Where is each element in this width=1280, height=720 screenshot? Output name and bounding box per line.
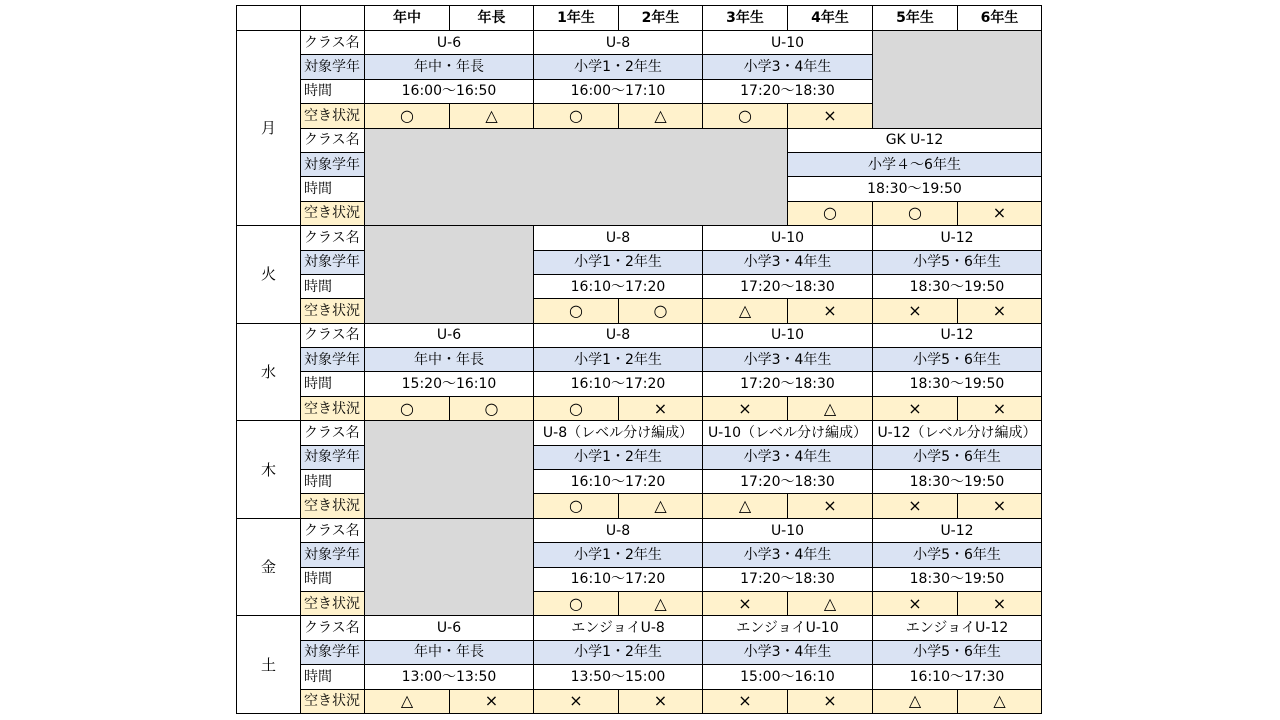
grade-header: 年長 bbox=[450, 6, 534, 31]
class-name-cell: U-10 bbox=[703, 226, 873, 250]
schedule-row bbox=[237, 274, 1042, 298]
availability-mark: × bbox=[703, 689, 788, 713]
time-cell: 16:10～17:30 bbox=[873, 665, 1042, 689]
availability-mark: × bbox=[788, 689, 873, 713]
schedule-row bbox=[237, 470, 1042, 494]
target-grade-cell: 年中・年長 bbox=[365, 348, 534, 372]
class-name-cell: U-8 bbox=[534, 323, 703, 347]
row-label: 空き状況 bbox=[301, 689, 365, 713]
time-cell: 16:00～16:50 bbox=[365, 79, 534, 103]
availability-mark: △ bbox=[788, 591, 873, 615]
target-grade-cell: 年中・年長 bbox=[365, 55, 534, 79]
availability-mark: × bbox=[703, 591, 788, 615]
row-label: クラス名 bbox=[301, 616, 365, 640]
time-cell: 13:50～15:00 bbox=[534, 665, 703, 689]
schedule-row bbox=[237, 250, 1042, 274]
class-name-cell: U-12 bbox=[873, 226, 1042, 250]
availability-mark: ○ bbox=[534, 104, 619, 128]
schedule-body bbox=[237, 31, 1042, 714]
availability-mark: △ bbox=[958, 689, 1042, 713]
availability-mark: × bbox=[873, 299, 958, 323]
row-label: クラス名 bbox=[301, 421, 365, 445]
row-label: 対象学年 bbox=[301, 445, 365, 469]
availability-mark: × bbox=[703, 396, 788, 420]
row-label: 対象学年 bbox=[301, 543, 365, 567]
corner-cell bbox=[301, 6, 365, 31]
time-cell: 17:20～18:30 bbox=[703, 567, 873, 591]
class-name-cell: エンジョイU-8 bbox=[534, 616, 703, 640]
empty-slot bbox=[873, 31, 1042, 129]
row-label: 空き状況 bbox=[301, 591, 365, 615]
schedule-row bbox=[237, 640, 1042, 664]
availability-mark: △ bbox=[619, 591, 703, 615]
class-name-cell: U-6 bbox=[365, 616, 534, 640]
row-label: 時間 bbox=[301, 274, 365, 298]
availability-mark: × bbox=[958, 299, 1042, 323]
day-label: 火 bbox=[237, 226, 301, 324]
row-label: 空き状況 bbox=[301, 201, 365, 225]
day-label: 水 bbox=[237, 323, 301, 421]
availability-mark: × bbox=[958, 201, 1042, 225]
class-name-cell: U-12 bbox=[873, 518, 1042, 542]
row-label: 時間 bbox=[301, 372, 365, 396]
time-cell: 15:00～16:10 bbox=[703, 665, 873, 689]
availability-mark: ○ bbox=[788, 201, 873, 225]
time-cell: 15:20～16:10 bbox=[365, 372, 534, 396]
schedule-row bbox=[237, 226, 1042, 250]
time-cell: 16:10～17:20 bbox=[534, 567, 703, 591]
availability-mark: × bbox=[450, 689, 534, 713]
target-grade-cell: 小学3・4年生 bbox=[703, 250, 873, 274]
target-grade-cell: 年中・年長 bbox=[365, 640, 534, 664]
time-cell: 17:20～18:30 bbox=[703, 470, 873, 494]
time-cell: 17:20～18:30 bbox=[703, 79, 873, 103]
class-name-cell: U-10 bbox=[703, 518, 873, 542]
class-name-cell: U-10 bbox=[703, 31, 873, 55]
target-grade-cell: 小学3・4年生 bbox=[703, 640, 873, 664]
time-cell: 18:30～19:50 bbox=[873, 470, 1042, 494]
schedule-row bbox=[237, 323, 1042, 347]
target-grade-cell: 小学3・4年生 bbox=[703, 543, 873, 567]
target-grade-cell: 小学5・6年生 bbox=[873, 543, 1042, 567]
time-cell: 17:20～18:30 bbox=[703, 372, 873, 396]
grade-header: 5年生 bbox=[873, 6, 958, 31]
schedule-row bbox=[237, 494, 1042, 518]
row-label: 空き状況 bbox=[301, 396, 365, 420]
schedule-row bbox=[237, 372, 1042, 396]
availability-mark: × bbox=[958, 494, 1042, 518]
empty-slot bbox=[365, 128, 788, 226]
day-label: 木 bbox=[237, 421, 301, 519]
target-grade-cell: 小学3・4年生 bbox=[703, 55, 873, 79]
target-grade-cell: 小学４～6年生 bbox=[788, 152, 1042, 176]
grade-header: 4年生 bbox=[788, 6, 873, 31]
availability-mark: △ bbox=[619, 104, 703, 128]
schedule-row bbox=[237, 445, 1042, 469]
target-grade-cell: 小学1・2年生 bbox=[534, 55, 703, 79]
schedule-row bbox=[237, 421, 1042, 445]
header-row bbox=[237, 6, 1042, 31]
availability-mark: ○ bbox=[534, 299, 619, 323]
row-label: クラス名 bbox=[301, 128, 365, 152]
row-label: 時間 bbox=[301, 470, 365, 494]
availability-mark: ○ bbox=[534, 591, 619, 615]
grade-header: 2年生 bbox=[619, 6, 703, 31]
availability-mark: △ bbox=[450, 104, 534, 128]
schedule-row bbox=[237, 665, 1042, 689]
time-cell: 18:30～19:50 bbox=[788, 177, 1042, 201]
availability-mark: △ bbox=[703, 494, 788, 518]
class-name-cell: U-12（レベル分け編成） bbox=[873, 421, 1042, 445]
target-grade-cell: 小学1・2年生 bbox=[534, 250, 703, 274]
class-name-cell: U-6 bbox=[365, 31, 534, 55]
target-grade-cell: 小学5・6年生 bbox=[873, 348, 1042, 372]
time-cell: 18:30～19:50 bbox=[873, 372, 1042, 396]
availability-mark: × bbox=[873, 591, 958, 615]
availability-mark: × bbox=[534, 689, 619, 713]
row-label: 対象学年 bbox=[301, 348, 365, 372]
time-cell: 16:10～17:20 bbox=[534, 470, 703, 494]
target-grade-cell: 小学5・6年生 bbox=[873, 640, 1042, 664]
class-name-cell: U-10（レベル分け編成） bbox=[703, 421, 873, 445]
availability-mark: △ bbox=[703, 299, 788, 323]
row-label: 空き状況 bbox=[301, 299, 365, 323]
schedule-row bbox=[237, 348, 1042, 372]
row-label: 空き状況 bbox=[301, 104, 365, 128]
time-cell: 16:10～17:20 bbox=[534, 372, 703, 396]
target-grade-cell: 小学5・6年生 bbox=[873, 250, 1042, 274]
empty-slot bbox=[365, 421, 534, 519]
availability-mark: × bbox=[788, 494, 873, 518]
time-cell: 18:30～19:50 bbox=[873, 274, 1042, 298]
row-label: クラス名 bbox=[301, 323, 365, 347]
class-schedule-table bbox=[236, 5, 1042, 714]
availability-mark: × bbox=[619, 396, 703, 420]
grade-header: 3年生 bbox=[703, 6, 788, 31]
availability-mark: × bbox=[873, 494, 958, 518]
schedule-row bbox=[237, 31, 1042, 55]
availability-mark: ○ bbox=[534, 494, 619, 518]
target-grade-cell: 小学1・2年生 bbox=[534, 543, 703, 567]
availability-mark: △ bbox=[873, 689, 958, 713]
row-label: 時間 bbox=[301, 79, 365, 103]
row-label: 対象学年 bbox=[301, 250, 365, 274]
schedule-row bbox=[237, 591, 1042, 615]
availability-mark: △ bbox=[619, 494, 703, 518]
day-label: 土 bbox=[237, 616, 301, 714]
availability-mark: × bbox=[619, 689, 703, 713]
availability-mark: ○ bbox=[619, 299, 703, 323]
row-label: 対象学年 bbox=[301, 152, 365, 176]
availability-mark: △ bbox=[365, 689, 450, 713]
row-label: クラス名 bbox=[301, 518, 365, 542]
time-cell: 17:20～18:30 bbox=[703, 274, 873, 298]
row-label: クラス名 bbox=[301, 31, 365, 55]
class-name-cell: エンジョイU-12 bbox=[873, 616, 1042, 640]
row-label: 時間 bbox=[301, 567, 365, 591]
availability-mark: ○ bbox=[365, 396, 450, 420]
target-grade-cell: 小学3・4年生 bbox=[703, 445, 873, 469]
empty-slot bbox=[365, 226, 534, 324]
grade-header: 年中 bbox=[365, 6, 450, 31]
row-label: 空き状況 bbox=[301, 494, 365, 518]
schedule-row bbox=[237, 518, 1042, 542]
class-name-cell: U-8（レベル分け編成） bbox=[534, 421, 703, 445]
target-grade-cell: 小学1・2年生 bbox=[534, 445, 703, 469]
class-name-cell: U-6 bbox=[365, 323, 534, 347]
day-label: 月 bbox=[237, 31, 301, 226]
schedule-row bbox=[237, 567, 1042, 591]
availability-mark: × bbox=[873, 396, 958, 420]
target-grade-cell: 小学1・2年生 bbox=[534, 640, 703, 664]
class-name-cell: U-10 bbox=[703, 323, 873, 347]
schedule-row bbox=[237, 616, 1042, 640]
time-cell: 13:00～13:50 bbox=[365, 665, 534, 689]
schedule-row bbox=[237, 128, 1042, 152]
availability-mark: ○ bbox=[534, 396, 619, 420]
availability-mark: ○ bbox=[703, 104, 788, 128]
time-cell: 16:10～17:20 bbox=[534, 274, 703, 298]
schedule-row bbox=[237, 543, 1042, 567]
target-grade-cell: 小学5・6年生 bbox=[873, 445, 1042, 469]
availability-mark: × bbox=[958, 396, 1042, 420]
schedule-row bbox=[237, 299, 1042, 323]
availability-mark: △ bbox=[788, 396, 873, 420]
empty-slot bbox=[365, 518, 534, 616]
class-name-cell: U-8 bbox=[534, 518, 703, 542]
availability-mark: × bbox=[788, 299, 873, 323]
grade-header: 6年生 bbox=[958, 6, 1042, 31]
class-name-cell: U-8 bbox=[534, 31, 703, 55]
time-cell: 18:30～19:50 bbox=[873, 567, 1042, 591]
row-label: 時間 bbox=[301, 665, 365, 689]
corner-cell bbox=[237, 6, 301, 31]
target-grade-cell: 小学1・2年生 bbox=[534, 348, 703, 372]
row-label: 時間 bbox=[301, 177, 365, 201]
availability-mark: ○ bbox=[365, 104, 450, 128]
class-name-cell: GK U-12 bbox=[788, 128, 1042, 152]
availability-mark: × bbox=[958, 591, 1042, 615]
availability-mark: ○ bbox=[450, 396, 534, 420]
row-label: クラス名 bbox=[301, 226, 365, 250]
row-label: 対象学年 bbox=[301, 55, 365, 79]
schedule-row bbox=[237, 396, 1042, 420]
class-name-cell: U-8 bbox=[534, 226, 703, 250]
grade-header: 1年生 bbox=[534, 6, 619, 31]
target-grade-cell: 小学3・4年生 bbox=[703, 348, 873, 372]
availability-mark: ○ bbox=[873, 201, 958, 225]
class-name-cell: U-12 bbox=[873, 323, 1042, 347]
row-label: 対象学年 bbox=[301, 640, 365, 664]
schedule-row bbox=[237, 689, 1042, 713]
day-label: 金 bbox=[237, 518, 301, 616]
time-cell: 16:00～17:10 bbox=[534, 79, 703, 103]
class-name-cell: エンジョイU-10 bbox=[703, 616, 873, 640]
availability-mark: × bbox=[788, 104, 873, 128]
